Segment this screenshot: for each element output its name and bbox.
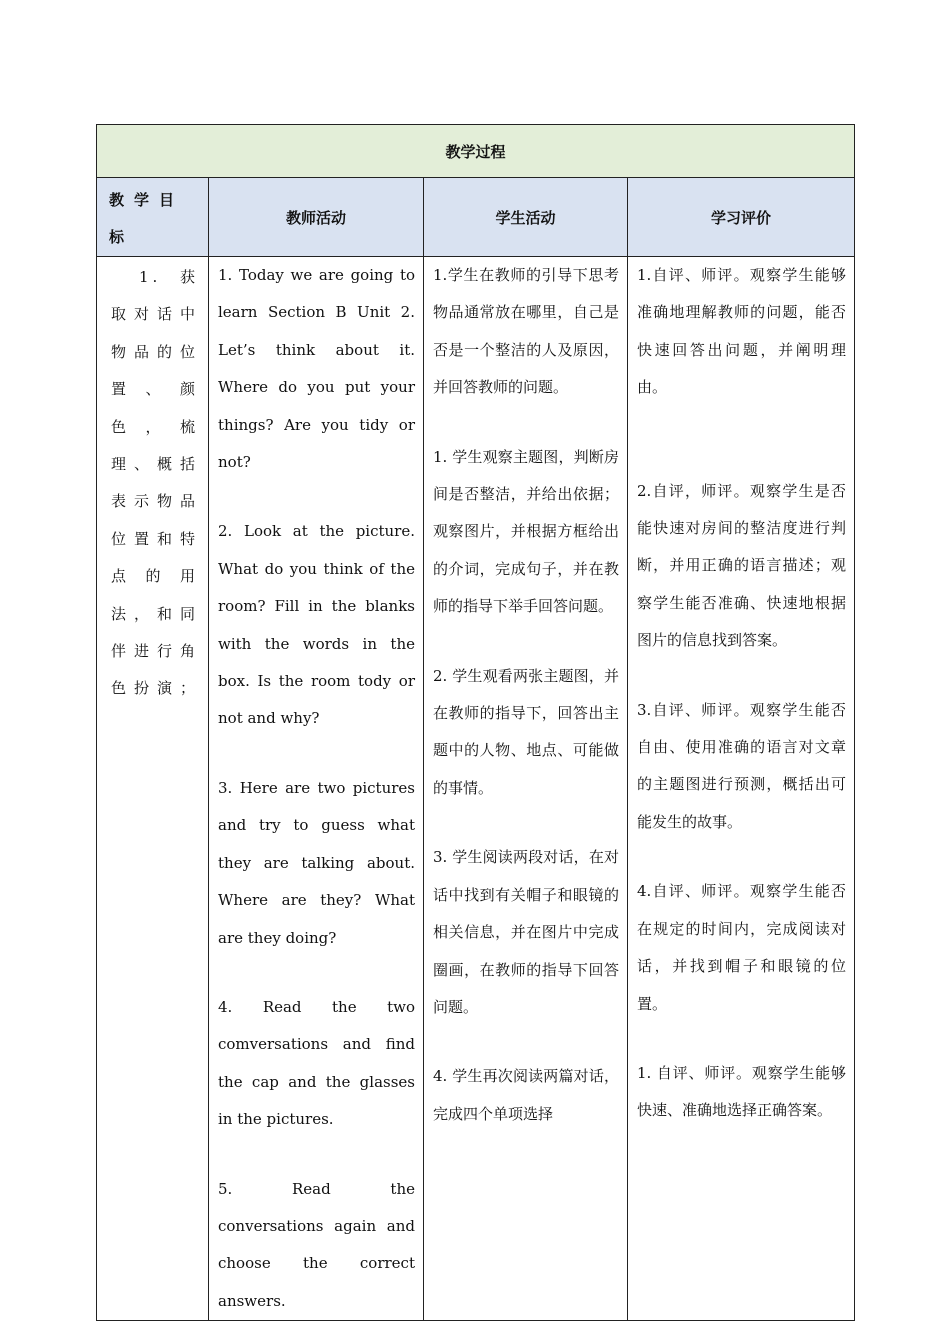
header-teacher-activity: 教师活动 <box>209 178 424 257</box>
table-title: 教学过程 <box>97 125 855 178</box>
teacher-activity-cell <box>209 257 424 1321</box>
student-activity-3: 2. 学生观看两张主题图，并在教师的指导下，回答出主题中的人物、地点、可能做的事情。 <box>433 666 619 797</box>
teacher-activity-3: 3. Here are two pictures and try to guess what they are talking about. Where are they? What are they doing? <box>218 778 415 947</box>
evaluation-2: 2.自评，师评。观察学生是否能快速对房间的整洁度进行判断，并用正确的语言描述；观察学生能否准确、快速地根据图片的信息找到答案。 <box>637 481 847 650</box>
student-activity-4: 3. 学生阅读两段对话，在对话中找到有关帽子和眼镜的相关信息，并在图片中完成圈画，在教师的指导下回答问题。 <box>433 848 619 1016</box>
evaluation-3: 3.自评、师评。观察学生能否自由、使用准确的语言对文章的主题图进行预测，概括出可能发生的故事。 <box>637 700 847 831</box>
teacher-activity-5: 5. Read the conversations again and choose the correct answers. <box>218 1179 415 1310</box>
evaluation-cell <box>628 257 855 1321</box>
header-goal: 教学目标 <box>97 178 209 257</box>
student-activity-2: 1. 学生观察主题图，判断房间是否整洁，并给出依据；观察图片，并根据方框给出的介词，完成句子，并在教师的指导下举手回答问题。 <box>433 447 619 616</box>
goal-cell <box>97 257 209 1321</box>
header-evaluation: 学习评价 <box>628 178 855 257</box>
student-activity-1: 1.学生在教师的引导下思考物品通常放在哪里，自己是否是一个整洁的人及原因，并回答教师的问题。 <box>433 266 619 397</box>
evaluation-4: 4.自评、师评。观察学生能否在规定的时间内，完成阅读对话，并找到帽子和眼镜的位置。 <box>637 882 847 1013</box>
teacher-activity-1: 1. Today we are going to learn Section B Unit 2. Let’s think about it. Where do you put your things? Are you tidy or not? <box>218 266 415 472</box>
teacher-activity-4: 4. Read the two comversations and find the cap and the glasses in the pictures. <box>218 997 415 1129</box>
teacher-activity-2: 2. Look at the picture. What do you think of the room? Fill in the blanks with the words in the box. Is the room tody or not and why? <box>218 522 415 728</box>
evaluation-1: 1.自评、师评。观察学生能够准确地理解教师的问题，能否快速回答出问题，并阐明理由。 <box>637 266 847 397</box>
evaluation-5: 1. 自评、师评。观察学生能够快速、准确地选择正确答案。 <box>637 1063 847 1120</box>
header-student-activity: 学生活动 <box>424 178 628 257</box>
goal-text: 1.获取对话中物品的位置、颜色，梳理、概括表示物品位置和特点的用法，和同伴进行角色扮演； <box>111 268 199 698</box>
student-activity-5: 4. 学生再次阅读两篇对话，完成四个单项选择 <box>433 1067 619 1123</box>
teaching-process-table <box>96 124 855 1321</box>
student-activity-cell <box>424 257 628 1321</box>
